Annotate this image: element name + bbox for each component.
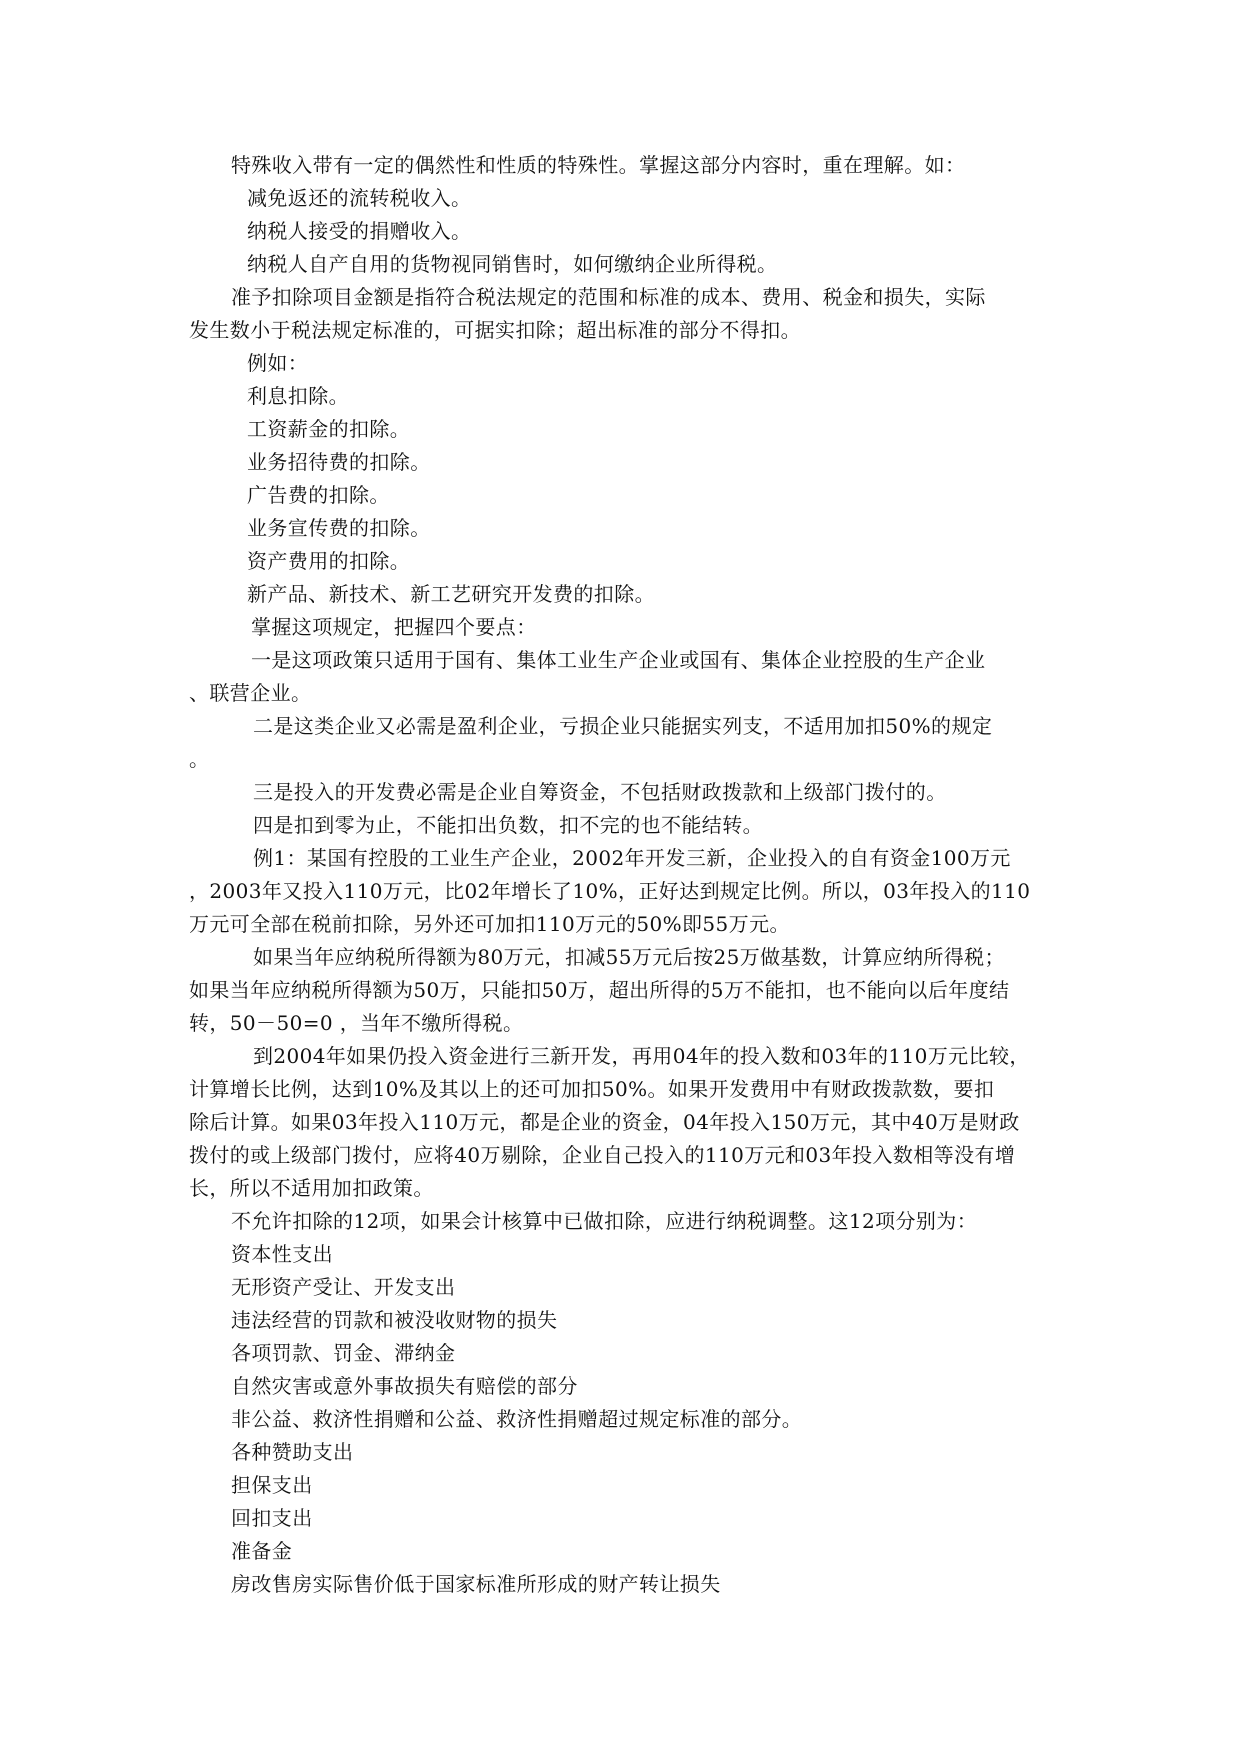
- text-line: 掌握这项规定，把握四个要点：: [251, 615, 537, 639]
- text-line: 发生数小于税法规定标准的，可据实扣除；超出标准的部分不得扣。: [189, 318, 801, 342]
- text-line: 广告费的扣除。: [247, 483, 390, 507]
- text-line: 担保支出: [231, 1473, 313, 1497]
- text-line: 万元可全部在税前扣除，另外还可加扣110万元的50%即55万元。: [189, 912, 790, 936]
- text-line: 各种赞助支出: [231, 1440, 354, 1464]
- text-line: 准予扣除项目金额是指符合税法规定的范围和标准的成本、费用、税金和损失，实际: [231, 285, 986, 309]
- text-line: 一是这项政策只适用于国有、集体工业生产企业或国有、集体企业控股的生产企业: [251, 648, 986, 672]
- text-line: 二是这类企业又必需是盈利企业，亏损企业只能据实列支，不适用加扣50%的规定: [253, 714, 993, 738]
- text-line: 业务宣传费的扣除。: [247, 516, 431, 540]
- text-line: 例1：某国有控股的工业生产企业，2002年开发三新，企业投入的自有资金100万元: [253, 846, 1011, 870]
- text-line: 业务招待费的扣除。: [247, 450, 431, 474]
- text-line: 资本性支出: [231, 1242, 333, 1266]
- text-line: 工资薪金的扣除。: [247, 417, 411, 441]
- text-line: 特殊收入带有一定的偶然性和性质的特殊性。掌握这部分内容时，重在理解。如：: [231, 153, 966, 177]
- text-line: 新产品、新技术、新工艺研究开发费的扣除。: [247, 582, 655, 606]
- text-line: 回扣支出: [231, 1506, 313, 1530]
- text-line: 无形资产受让、开发支出: [231, 1275, 456, 1299]
- text-line: 。: [189, 747, 210, 771]
- text-line: 纳税人接受的捐赠收入。: [247, 219, 472, 243]
- text-line: 非公益、救济性捐赠和公益、救济性捐赠超过规定标准的部分。: [231, 1407, 803, 1431]
- text-line: 、联营企业。: [189, 681, 312, 705]
- text-line: ，2003年又投入110万元，比02年增长了10%，正好达到规定比例。所以，03年投入的110: [189, 879, 1031, 903]
- text-line: 减免返还的流转税收入。: [247, 186, 472, 210]
- text-line: 三是投入的开发费必需是企业自筹资金，不包括财政拨款和上级部门拨付的。: [253, 780, 947, 804]
- text-line: 自然灾害或意外事故损失有赔偿的部分: [231, 1374, 578, 1398]
- text-line: 除后计算。如果03年投入110万元，都是企业的资金，04年投入150万元，其中40万是财政: [189, 1110, 1020, 1134]
- text-line: 到2004年如果仍投入资金进行三新开发，再用04年的投入数和03年的110万元比较，: [253, 1044, 1030, 1068]
- text-line: 不允许扣除的12项，如果会计核算中已做扣除，应进行纳税调整。这12项分别为：: [231, 1209, 978, 1233]
- text-line: 准备金: [231, 1539, 293, 1563]
- text-line: 违法经营的罚款和被没收财物的损失: [231, 1308, 558, 1332]
- text-line: 转，50－50=0 ，当年不缴所得税。: [189, 1011, 524, 1035]
- text-line: 各项罚款、罚金、滞纳金: [231, 1341, 456, 1365]
- text-line: 利息扣除。: [247, 384, 349, 408]
- text-line: 纳税人自产自用的货物视同销售时，如何缴纳企业所得税。: [247, 252, 778, 276]
- text-line: 长，所以不适用加扣政策。: [189, 1176, 434, 1200]
- text-line: 计算增长比例，达到10%及其以上的还可加扣50%。如果开发费用中有财政拨款数，要扣: [189, 1077, 995, 1101]
- text-line: 四是扣到零为止，不能扣出负数，扣不完的也不能结转。: [253, 813, 763, 837]
- text-line: 如果当年应纳税所得额为80万元，扣减55万元后按25万做基数，计算应纳所得税；: [253, 945, 1005, 969]
- text-line: 资产费用的扣除。: [247, 549, 411, 573]
- text-line: 拨付的或上级部门拨付，应将40万剔除，企业自己投入的110万元和03年投入数相等没有增: [189, 1143, 1016, 1167]
- text-line: 如果当年应纳税所得额为50万，只能扣50万，超出所得的5万不能扣，也不能向以后年度结: [189, 978, 1010, 1002]
- text-line: 房改售房实际售价低于国家标准所形成的财产转让损失: [231, 1572, 721, 1596]
- text-line: 例如：: [247, 351, 309, 375]
